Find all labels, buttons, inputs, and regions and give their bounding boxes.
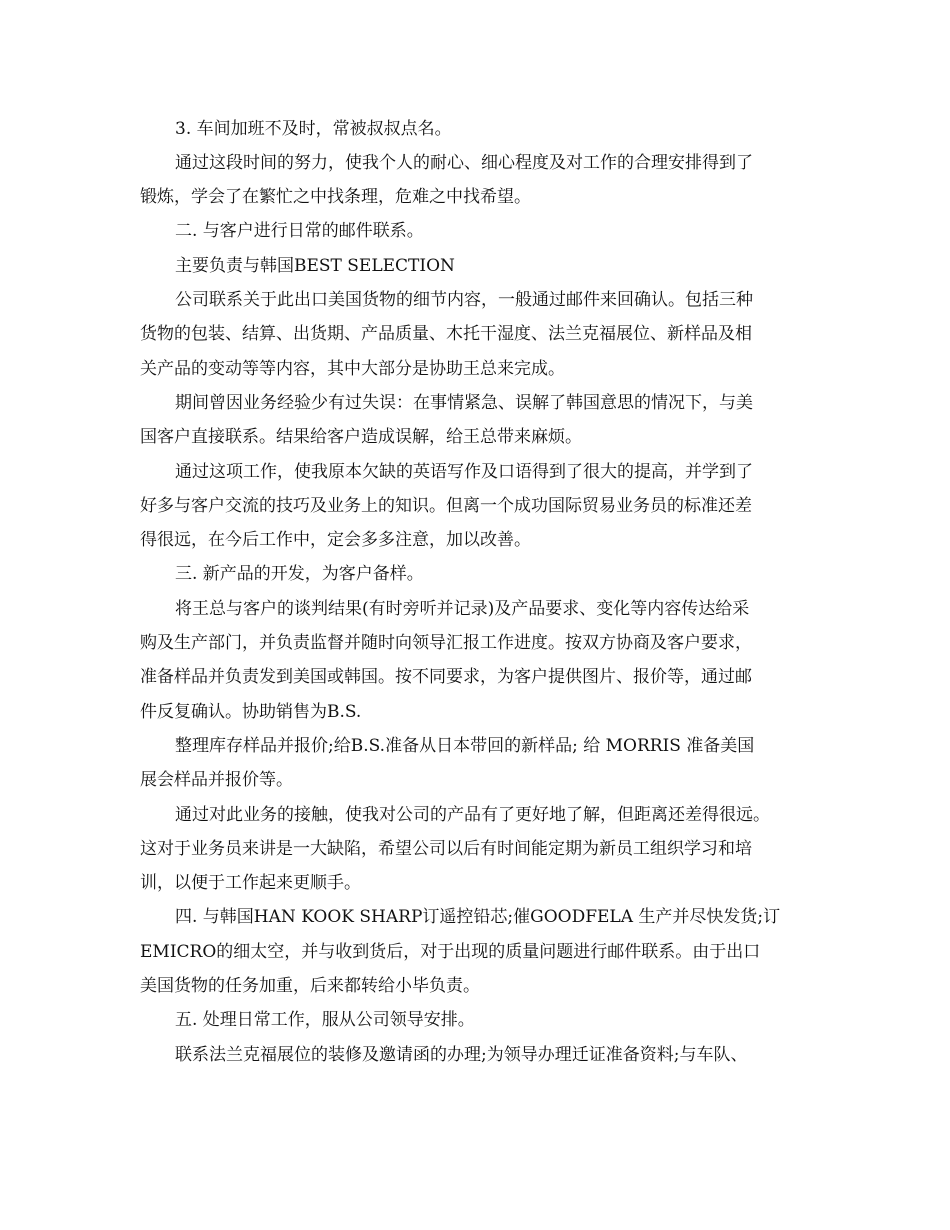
text-line: 公司联系关于此出口美国货物的细节内容，一般通过邮件来回确认。包括三种 [175, 290, 753, 310]
text-line: 准备样品并负责发到美国或韩国。按不同要求，为客户提供图片、报价等，通过邮 [140, 667, 752, 687]
text-line: 件反复确认。协助销售为B.S. [140, 702, 362, 722]
text-line: 将王总与客户的谈判结果(有时旁听并记录)及产品要求、变化等内容传达给采 [175, 599, 750, 619]
text-line: 美国货物的任务加重，后来都转给小毕负责。 [140, 976, 480, 996]
text-line: 锻炼，学会了在繁忙之中找条理，危难之中找希望。 [140, 187, 531, 207]
text-line: 展会样品并报价等。 [140, 770, 293, 790]
text-line: 得很远，在今后工作中，定会多多注意，加以改善。 [140, 530, 531, 550]
text-line: 五. 处理日常工作，服从公司领导安排。 [175, 1010, 475, 1030]
text-line: 购及生产部门，并负责监督并随时向领导汇报工作进度。按双方协商及客户要求， [140, 633, 752, 653]
text-line: 三. 新产品的开发，为客户备样。 [175, 564, 424, 584]
text-line: 货物的包装、结算、出货期、产品质量、木托干湿度、法兰克福展位、新样品及相 [140, 324, 752, 344]
text-line: 主要负责与韩国BEST SELECTION [175, 256, 455, 276]
text-line: 训，以便于工作起来更顺手。 [140, 873, 361, 893]
text-line: 通过对此业务的接触，使我对公司的产品有了更好地了解，但距离还差得很远。 [175, 805, 770, 825]
text-line: 二. 与客户进行日常的邮件联系。 [175, 221, 424, 241]
text-line: 通过这项工作，使我原本欠缺的英语写作及口语得到了很大的提高，并学到了 [175, 462, 753, 482]
text-line: 好多与客户交流的技巧及业务上的知识。但离一个成功国际贸易业务员的标准还差 [140, 496, 752, 516]
text-line: 这对于业务员来讲是一大缺陷，希望公司以后有时间能定期为新员工组织学习和培 [140, 839, 752, 859]
text-line: 四. 与韩国HAN KOOK SHARP订遥控铅芯;催GOODFELA 生产并尽快发货;订 [175, 907, 781, 927]
text-line: 整理库存样品并报价;给B.S.准备从日本带回的新样品; 给 MORRIS 准备美国 [175, 736, 755, 756]
text-line: 3. 车间加班不及时，常被叔叔点名。 [175, 119, 452, 139]
text-line: 关产品的变动等等内容，其中大部分是协助王总来完成。 [140, 359, 565, 379]
text-line: 通过这段时间的努力，使我个人的耐心、细心程度及对工作的合理安排得到了 [175, 153, 753, 173]
text-line: 联系法兰克福展位的装修及邀请函的办理;为领导办理迁证准备资料;与车队、 [175, 1045, 748, 1065]
text-line: 国客户直接联系。结果给客户造成误解，给王总带来麻烦。 [140, 427, 582, 447]
text-line: EMICRO的细太空，并与收到货后，对于出现的质量问题进行邮件联系。由于出口 [140, 942, 761, 962]
text-line: 期间曾因业务经验少有过失误：在事情紧急、误解了韩国意思的情况下，与美 [175, 393, 753, 413]
